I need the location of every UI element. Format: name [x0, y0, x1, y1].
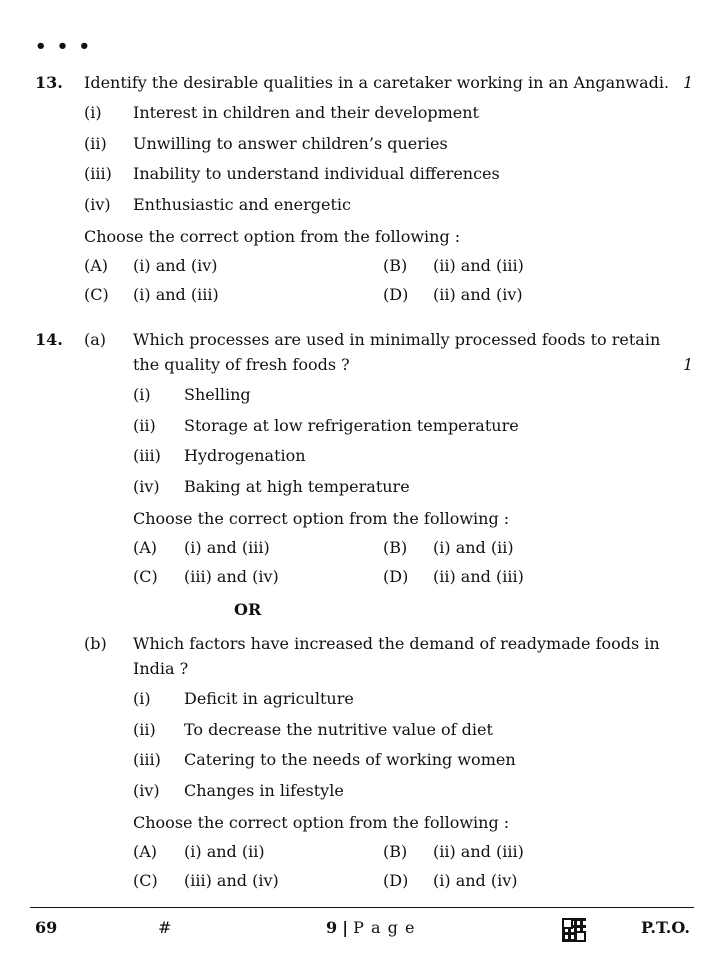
- q13-item-num: (iv): [84, 195, 111, 214]
- q14b-option-letter: (A): [133, 842, 158, 861]
- q14a-item-num: (iv): [133, 477, 160, 496]
- q14a-option-letter: (D): [383, 567, 409, 586]
- q14a-option-letter: (A): [133, 538, 158, 557]
- continuation-dots: • • •: [35, 36, 93, 57]
- or-separator: OR: [234, 600, 262, 619]
- q14a-item-num: (i): [133, 385, 151, 404]
- q14a-option-text: (i) and (iii): [184, 538, 270, 557]
- q14a-option-text: (iii) and (iv): [184, 567, 279, 586]
- q14a-item-text: Storage at low refrigeration temperature: [184, 416, 519, 435]
- q13-choose-instruction: Choose the correct option from the following :: [84, 227, 461, 246]
- page-word: P a g e: [353, 918, 416, 937]
- q13-item-num: (ii): [84, 134, 107, 153]
- q14a-option-text: (i) and (ii): [433, 538, 514, 557]
- q14a-item-text: Shelling: [184, 385, 251, 404]
- q14b-option-text: (i) and (ii): [184, 842, 265, 861]
- q14b-stem-line1: Which factors have increased the demand of readymade foods in: [133, 634, 660, 653]
- q14b-item-text: Deficit in agriculture: [184, 689, 354, 708]
- qr-code-icon: [562, 918, 586, 942]
- q14a-label: (a): [84, 330, 107, 349]
- q13-option-letter: (B): [383, 256, 408, 275]
- q13-item-num: (iii): [84, 164, 112, 183]
- q14b-label: (b): [84, 634, 107, 653]
- q14a-stem-line2: the quality of fresh foods ?: [133, 355, 350, 374]
- q14b-option-text: (ii) and (iii): [433, 842, 524, 861]
- q13-option-text: (ii) and (iv): [433, 285, 523, 304]
- q14b-item-num: (iv): [133, 781, 160, 800]
- q14a-item-text: Hydrogenation: [184, 446, 306, 465]
- q13-item-text: Interest in children and their development: [133, 103, 479, 122]
- q13-item-text: Unwilling to answer children’s queries: [133, 134, 448, 153]
- q14a-item-num: (ii): [133, 416, 156, 435]
- q14b-item-num: (iii): [133, 750, 161, 769]
- q13-item-num: (i): [84, 103, 102, 122]
- paper-code: 69: [35, 918, 58, 937]
- q13-option-text: (i) and (iii): [133, 285, 219, 304]
- q14-number: 14.: [35, 330, 63, 349]
- q14a-option-letter: (B): [383, 538, 408, 557]
- hash-mark: #: [158, 918, 172, 937]
- pto-label: P.T.O.: [641, 918, 690, 937]
- q14a-stem-line1: Which processes are used in minimally processed foods to retain: [133, 330, 661, 349]
- q13-option-text: (i) and (iv): [133, 256, 218, 275]
- q14b-option-text: (iii) and (iv): [184, 871, 279, 890]
- footer-divider: [30, 907, 694, 908]
- q13-item-text: Enthusiastic and energetic: [133, 195, 351, 214]
- q13-option-letter: (D): [383, 285, 409, 304]
- q14-marks: 1: [683, 355, 694, 374]
- q13-option-letter: (C): [84, 285, 109, 304]
- q14b-stem-line2: India ?: [133, 659, 189, 678]
- q13-item-text: Inability to understand individual differences: [133, 164, 500, 183]
- q14a-option-text: (ii) and (iii): [433, 567, 524, 586]
- q13-marks: 1: [683, 73, 694, 92]
- q14b-item-text: To decrease the nutritive value of diet: [184, 720, 493, 739]
- q14a-item-text: Baking at high temperature: [184, 477, 410, 496]
- q14a-item-num: (iii): [133, 446, 161, 465]
- q14b-item-text: Changes in lifestyle: [184, 781, 344, 800]
- q14b-item-num: (i): [133, 689, 151, 708]
- q14b-option-letter: (B): [383, 842, 408, 861]
- q14b-item-num: (ii): [133, 720, 156, 739]
- q13-stem: Identify the desirable qualities in a caretaker working in an Anganwadi.: [84, 73, 670, 92]
- page-separator: |: [342, 918, 349, 937]
- q13-option-text: (ii) and (iii): [433, 256, 524, 275]
- q14b-choose-instruction: Choose the correct option from the following :: [133, 813, 510, 832]
- q13-option-letter: (A): [84, 256, 109, 275]
- page-number: [326, 918, 415, 938]
- q14a-choose-instruction: Choose the correct option from the following :: [133, 509, 510, 528]
- q14b-option-text: (i) and (iv): [433, 871, 518, 890]
- q14a-option-letter: (C): [133, 567, 158, 586]
- q13-number: 13.: [35, 73, 63, 92]
- page-number-value: 9: [326, 918, 338, 937]
- q14b-item-text: Catering to the needs of working women: [184, 750, 516, 769]
- q14b-option-letter: (C): [133, 871, 158, 890]
- q14b-option-letter: (D): [383, 871, 409, 890]
